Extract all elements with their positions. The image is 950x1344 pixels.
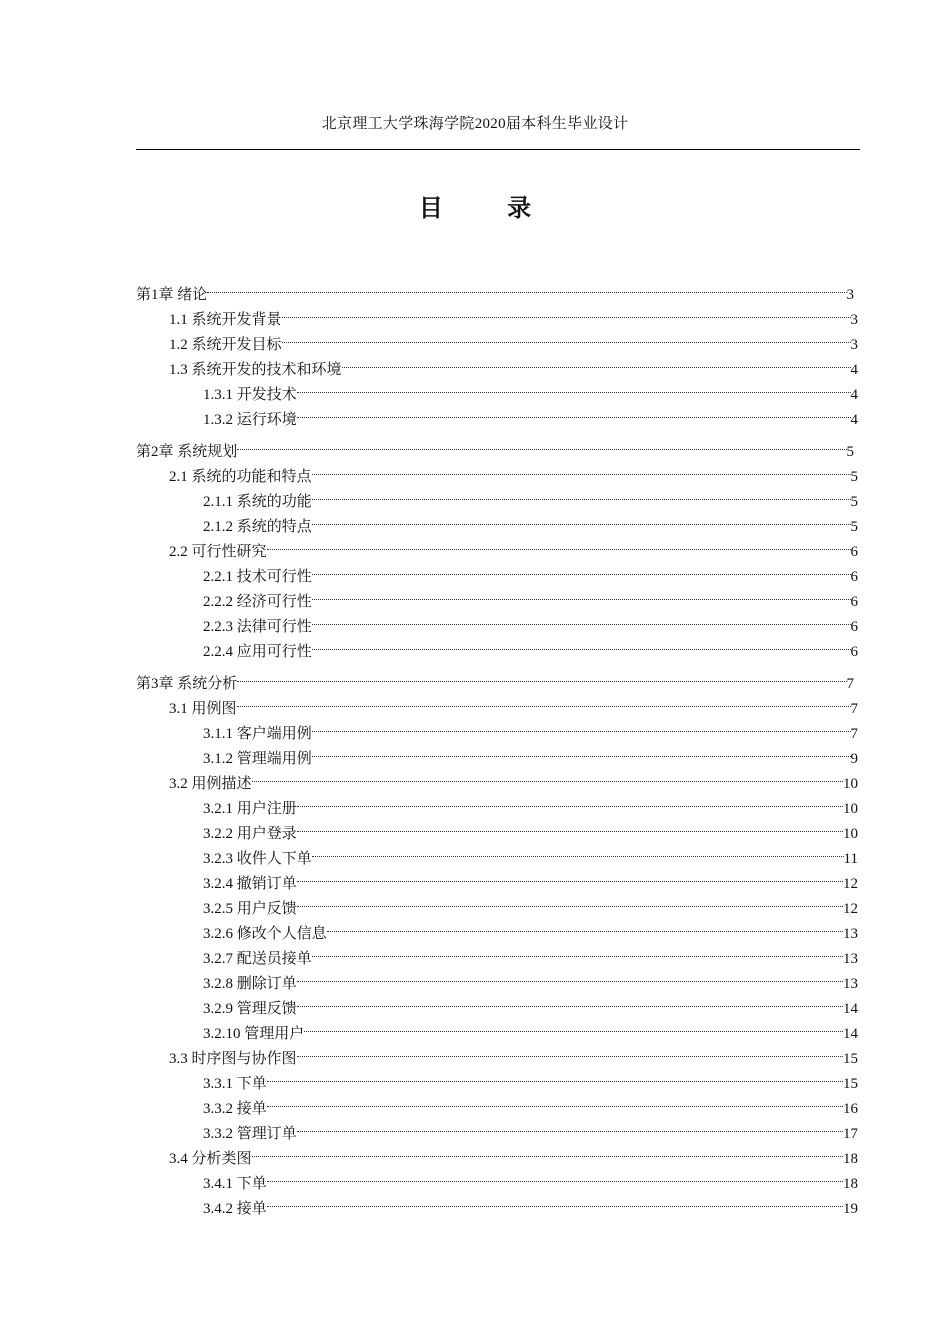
toc-entry-label: 1.3.1 开发技术 — [203, 384, 297, 406]
toc-entry-page: 13 — [843, 976, 858, 992]
toc-entry-page: 3 — [850, 312, 858, 328]
toc-dot-leader — [312, 634, 851, 656]
toc-dot-leader — [237, 691, 851, 713]
toc-entry-label: 2.2.4 应用可行性 — [203, 641, 312, 663]
toc-entry[interactable] — [203, 584, 858, 610]
toc-entry-label: 1.3.2 运行环境 — [203, 409, 297, 431]
toc-entry[interactable] — [203, 891, 858, 917]
toc-entry[interactable] — [169, 1041, 858, 1067]
toc-entry[interactable] — [203, 1016, 858, 1042]
toc-entry-label: 3.1.1 客户端用例 — [203, 723, 312, 745]
toc-entry-label: 2.1 系统的功能和特点 — [169, 466, 312, 488]
toc-entry[interactable] — [169, 327, 858, 353]
toc-dot-leader — [297, 1116, 843, 1138]
toc-dot-leader — [267, 1066, 843, 1088]
toc-dot-leader — [312, 609, 851, 631]
toc-entry-page: 4 — [850, 412, 858, 428]
toc-dot-leader — [312, 459, 851, 481]
toc-dot-leader — [267, 1166, 843, 1188]
toc-dot-leader — [297, 891, 843, 913]
toc-dot-leader — [267, 534, 851, 556]
toc-dot-leader — [237, 666, 846, 688]
toc-entry[interactable] — [169, 302, 858, 328]
toc-dot-leader — [312, 841, 844, 863]
toc-entry-label: 2.2.1 技术可行性 — [203, 566, 312, 588]
toc-entry[interactable] — [169, 1141, 858, 1167]
toc-dot-leader — [297, 791, 843, 813]
toc-entry-page: 11 — [843, 851, 858, 867]
toc-entry-label: 3.2 用例描述 — [169, 773, 252, 795]
toc-entry[interactable] — [169, 352, 858, 378]
toc-entry[interactable] — [169, 459, 858, 485]
toc-entry[interactable] — [203, 916, 858, 942]
toc-entry-page: 17 — [843, 1126, 858, 1142]
toc-entry-label: 2.1.1 系统的功能 — [203, 491, 312, 513]
toc-entry-label: 2.2.3 法律可行性 — [203, 616, 312, 638]
toc-dot-leader — [252, 1141, 843, 1163]
toc-dot-leader — [297, 816, 843, 838]
toc-dot-leader — [207, 277, 846, 299]
toc-entry[interactable] — [169, 534, 858, 560]
toc-entry[interactable] — [203, 791, 858, 817]
toc-entry-label: 第3章 系统分析 — [136, 673, 237, 695]
toc-entry-label: 3.3 时序图与协作图 — [169, 1048, 297, 1070]
toc-entry-page: 5 — [846, 444, 854, 460]
toc-entry-label: 1.2 系统开发目标 — [169, 334, 282, 356]
toc-entry-page: 7 — [850, 726, 858, 742]
toc-entry[interactable] — [203, 1191, 858, 1217]
toc-entry-label: 2.2.2 经济可行性 — [203, 591, 312, 613]
toc-dot-leader — [237, 434, 846, 456]
toc-title: 目 录 — [418, 194, 560, 222]
toc-dot-leader — [282, 327, 851, 349]
toc-entry[interactable] — [136, 666, 854, 692]
toc-entry-label: 3.2.9 管理反馈 — [203, 998, 297, 1020]
toc-entry[interactable] — [203, 559, 858, 585]
toc-dot-leader — [312, 584, 851, 606]
toc-entry[interactable] — [169, 766, 858, 792]
toc-entry-page: 5 — [850, 469, 858, 485]
toc-entry-page: 4 — [850, 387, 858, 403]
toc-entry-page: 12 — [843, 876, 858, 892]
toc-entry-page: 15 — [843, 1076, 858, 1092]
toc-entry[interactable] — [169, 691, 858, 717]
toc-entry-label: 1.1 系统开发背景 — [169, 309, 282, 331]
toc-entry-page: 7 — [850, 701, 858, 717]
toc-entry-label: 1.3 系统开发的技术和环境 — [169, 359, 342, 381]
toc-entry-label: 3.2.3 收件人下单 — [203, 848, 312, 870]
toc-entry-label: 3.2.1 用户注册 — [203, 798, 297, 820]
toc-entry-label: 3.2.8 删除订单 — [203, 973, 297, 995]
toc-entry-label: 3.2.7 配送员接单 — [203, 948, 312, 970]
toc-entry-page: 10 — [843, 801, 858, 817]
toc-dot-leader — [297, 866, 843, 888]
toc-entry-page: 18 — [843, 1151, 858, 1167]
toc-entry-page: 6 — [850, 594, 858, 610]
toc-entry-label: 3.1 用例图 — [169, 698, 237, 720]
toc-entry-page: 16 — [843, 1101, 858, 1117]
toc-dot-leader — [252, 766, 843, 788]
toc-entry-page: 14 — [843, 1001, 858, 1017]
toc-entry-label: 第2章 系统规划 — [136, 441, 237, 463]
toc-entry[interactable] — [203, 1166, 858, 1192]
toc-entry-page: 7 — [846, 676, 854, 692]
toc-entry-page: 4 — [850, 362, 858, 378]
toc-entry[interactable] — [203, 377, 858, 403]
toc-entry-label: 第1章 绪论 — [136, 284, 207, 306]
toc-dot-leader — [297, 1041, 843, 1063]
toc-dot-leader — [297, 377, 851, 399]
toc-entry-page: 14 — [843, 1026, 858, 1042]
toc-entry-page: 18 — [843, 1176, 858, 1192]
toc-entry-page: 9 — [850, 751, 858, 767]
toc-entry-page: 6 — [850, 544, 858, 560]
toc-entry-label: 3.4.1 下单 — [203, 1173, 267, 1195]
toc-entry-label: 3.4.2 接单 — [203, 1198, 267, 1220]
toc-entry-page: 13 — [843, 926, 858, 942]
toc-dot-leader — [312, 559, 851, 581]
toc-entry-page: 12 — [843, 901, 858, 917]
toc-entry-label: 3.2.2 用户登录 — [203, 823, 297, 845]
toc-entry-page: 3 — [850, 337, 858, 353]
toc-entry-page: 15 — [843, 1051, 858, 1067]
toc-entry[interactable] — [203, 966, 858, 992]
toc-dot-leader — [312, 484, 851, 506]
toc-entry[interactable] — [203, 716, 858, 742]
toc-entry[interactable] — [203, 816, 858, 842]
toc-entry-page: 6 — [850, 619, 858, 635]
toc-dot-leader — [312, 941, 843, 963]
toc-entry[interactable] — [203, 609, 858, 635]
toc-entry-page: 6 — [850, 569, 858, 585]
toc-entry-label: 2.1.2 系统的特点 — [203, 516, 312, 538]
toc-entry[interactable] — [203, 741, 858, 767]
toc-dot-leader — [297, 991, 843, 1013]
toc-entry-page: 6 — [850, 644, 858, 660]
toc-entry[interactable] — [136, 277, 854, 303]
toc-entry[interactable] — [203, 866, 858, 892]
toc-entry[interactable] — [203, 1066, 858, 1092]
toc-entry[interactable] — [136, 434, 854, 460]
toc-entry[interactable] — [203, 991, 858, 1017]
toc-entry-page: 10 — [843, 776, 858, 792]
toc-entry-label: 3.3.2 接单 — [203, 1098, 267, 1120]
toc-entry-page: 19 — [843, 1201, 858, 1217]
toc-entry-label: 3.2.5 用户反馈 — [203, 898, 297, 920]
toc-dot-leader — [267, 1191, 843, 1213]
toc-entry-label: 2.2 可行性研究 — [169, 541, 267, 563]
toc-entry-label: 3.3.1 下单 — [203, 1073, 267, 1095]
page-header: 北京理工大学珠海学院2020届本科生毕业设计 — [321, 116, 629, 132]
toc-dot-leader — [327, 916, 843, 938]
toc-dot-leader — [304, 1016, 843, 1038]
toc-dot-leader — [342, 352, 851, 374]
toc-dot-leader — [312, 509, 851, 531]
toc-dot-leader — [297, 966, 843, 988]
toc-entry-label: 3.3.2 管理订单 — [203, 1123, 297, 1145]
toc-entry-page: 3 — [846, 287, 854, 303]
toc-entry-page: 5 — [850, 494, 858, 510]
toc-entry-label: 3.2.4 撤销订单 — [203, 873, 297, 895]
toc-entry-label: 3.2.10 管理用户 — [203, 1023, 304, 1045]
toc-entry[interactable] — [203, 634, 858, 660]
toc-entry-label: 3.2.6 修改个人信息 — [203, 923, 327, 945]
toc-entry-page: 13 — [843, 951, 858, 967]
toc-entry-page: 5 — [850, 519, 858, 535]
toc-dot-leader — [312, 741, 851, 763]
toc-entry[interactable] — [203, 941, 858, 967]
toc-entry-page: 10 — [843, 826, 858, 842]
toc-entry-label: 3.4 分析类图 — [169, 1148, 252, 1170]
toc-dot-leader — [297, 402, 851, 424]
toc-entry-label: 3.1.2 管理端用例 — [203, 748, 312, 770]
toc-dot-leader — [267, 1091, 843, 1113]
toc-dot-leader — [312, 716, 851, 738]
toc-dot-leader — [282, 302, 851, 324]
toc-entry[interactable] — [203, 1116, 858, 1142]
toc-entry[interactable] — [203, 484, 858, 510]
toc-entry[interactable] — [203, 1091, 858, 1117]
toc-entry[interactable] — [203, 402, 858, 428]
toc-entry[interactable] — [203, 841, 858, 867]
toc-entry[interactable] — [203, 509, 858, 535]
